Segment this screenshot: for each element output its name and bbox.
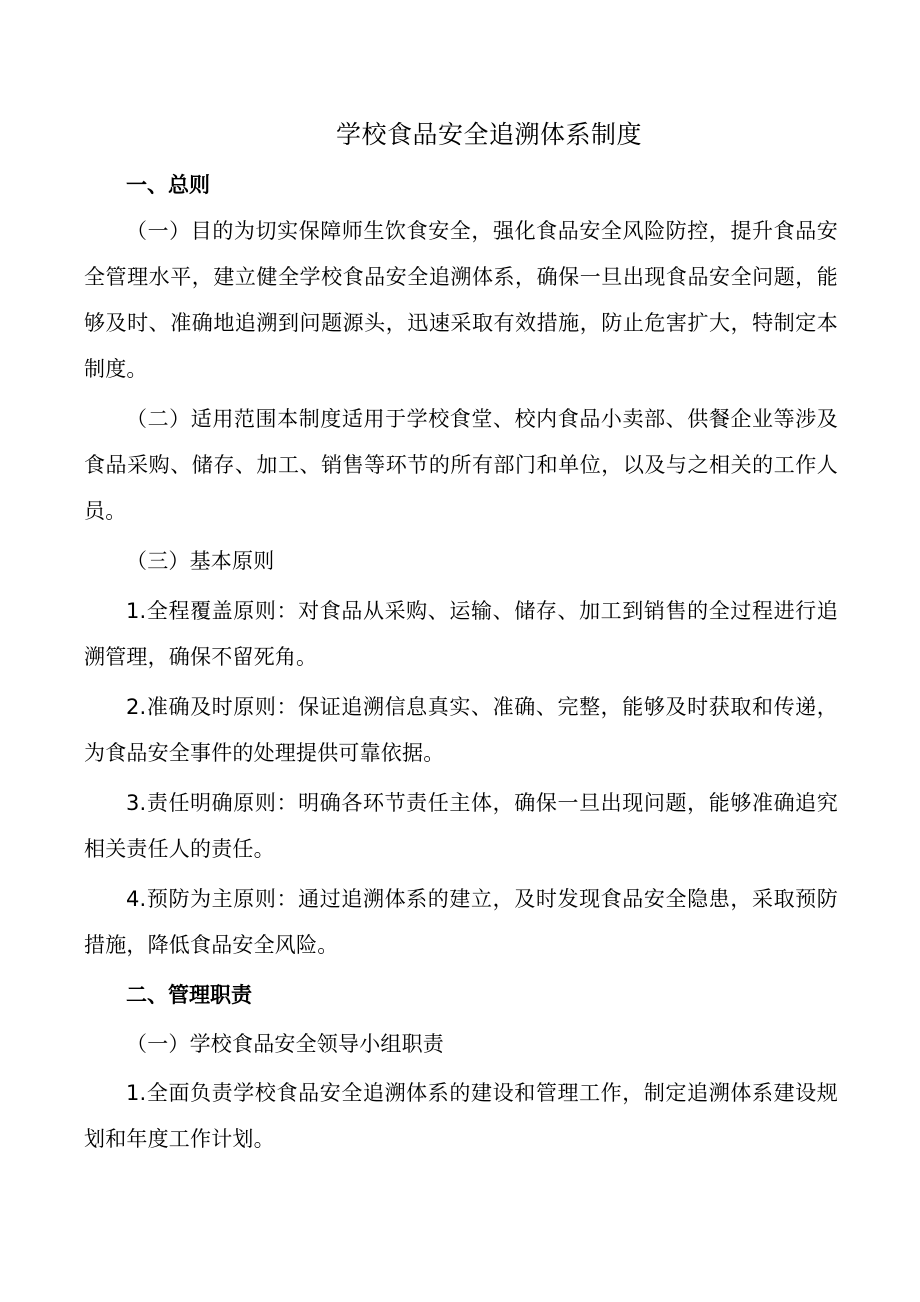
paragraph-principle-1: 1.全程覆盖原则：对食品从采购、运输、储存、加工到销售的全过程进行追溯管理，确保不留死角。 xyxy=(84,599,838,669)
section-heading-responsibilities: 二、管理职责 xyxy=(126,983,252,1007)
paragraph-scope: （二）适用范围本制度适用于学校食堂、校内食品小卖部、供餐企业等涉及食品采购、储存、加工、销售等环节的所有部门和单位，以及与之相关的工作人员。 xyxy=(84,407,838,523)
paragraph-principles-heading: （三）基本原则 xyxy=(126,549,275,573)
paragraph-principle-2: 2.准确及时原则：保证追溯信息真实、准确、完整，能够及时获取和传递，为食品安全事件的处理提供可靠依据。 xyxy=(84,695,838,765)
document-page xyxy=(84,112,838,1162)
paragraph-principle-3: 3.责任明确原则：明确各环节责任主体，确保一旦出现问题，能够准确追究相关责任人的责任。 xyxy=(84,791,838,861)
paragraph-leadership-group: （一）学校食品安全领导小组职责 xyxy=(126,1032,444,1056)
paragraph-leadership-duty-1: 1.全面负责学校食品安全追溯体系的建设和管理工作，制定追溯体系建设规划和年度工作计划。 xyxy=(84,1081,838,1151)
section-heading-general: 一、总则 xyxy=(126,173,210,197)
paragraph-principle-4: 4.预防为主原则：通过追溯体系的建立，及时发现食品安全隐患，采取预防措施，降低食品安全风险。 xyxy=(84,887,838,957)
paragraph-purpose: （一）目的为切实保障师生饮食安全，强化食品安全风险防控，提升食品安全管理水平，建立健全学校食品安全追溯体系，确保一旦出现食品安全问题，能够及时、准确地追溯到问题源头，迅速采取有效措施，防止危害扩大，特制定本制度。 xyxy=(84,219,838,381)
document-title: 学校食品安全追溯体系制度 xyxy=(335,120,642,149)
